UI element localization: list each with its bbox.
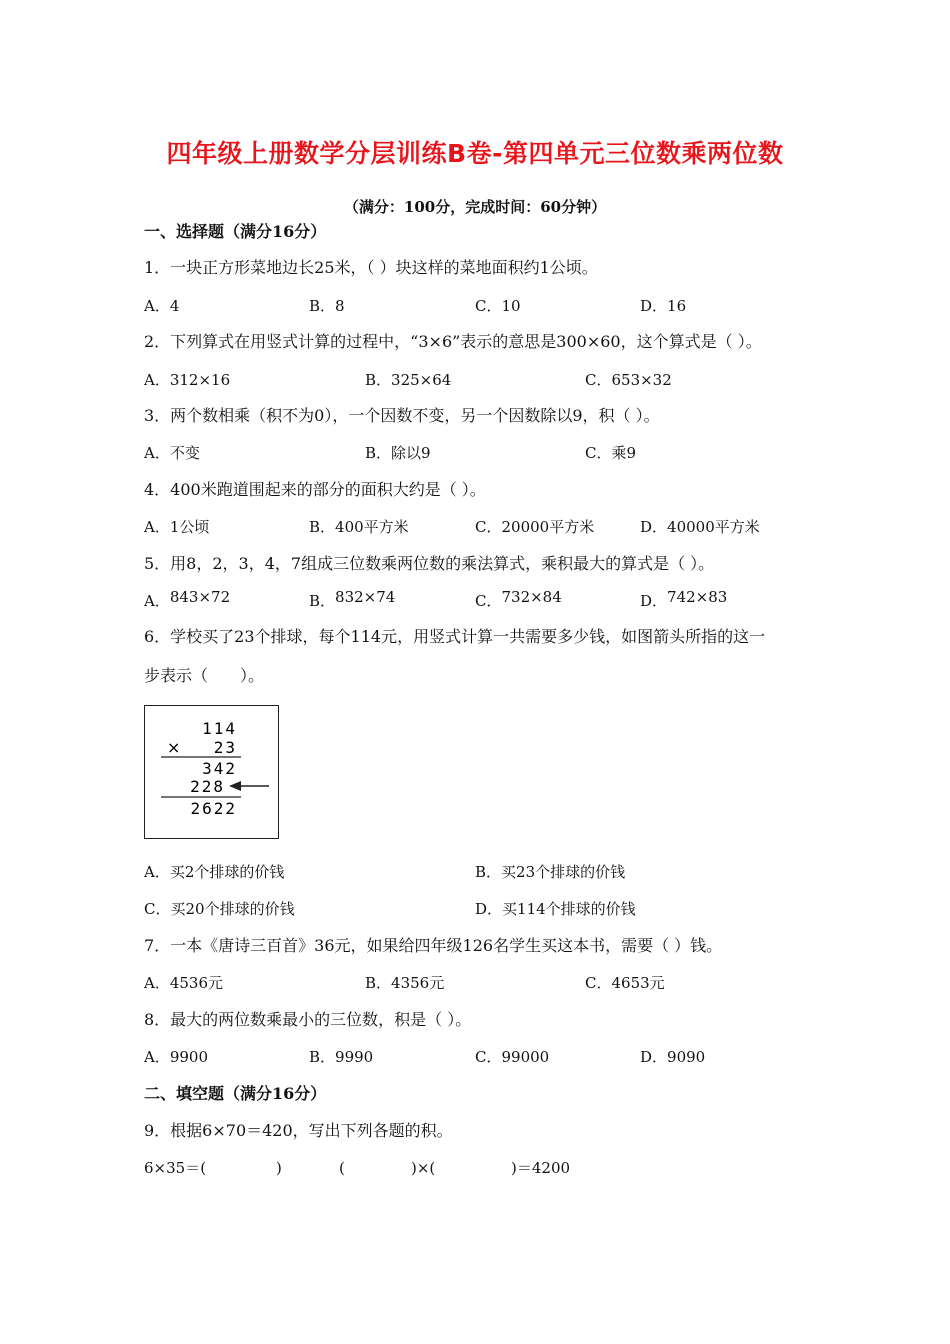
document-subtitle: （满分：100分，完成时间：60分钟） [343, 198, 607, 216]
question-6-line-1: 6．学校买了23个排球，每个114元，用竖式计算一共需要多少钱，如图箭头所指的这一 [144, 627, 766, 646]
final-product: 2622 [190, 799, 237, 818]
q6-option-b: B．买23个排球的价钱 [475, 863, 626, 881]
q5-option-d [640, 588, 728, 611]
partial-product-1: 342 [202, 759, 237, 778]
q9-blank-3-end: )＝4200 [511, 1159, 571, 1177]
multiplicand: 114 [202, 719, 237, 738]
q5-option-b-letter: B． [309, 592, 336, 610]
q5-option-c-expr: 732×84 [501, 588, 562, 606]
q5-option-c [475, 588, 562, 611]
question-7: 7．一本《唐诗三百首》36元，如果给四年级126名学生买这本书，需要（ ）钱。 [144, 936, 723, 955]
q1-option-b: B．8 [309, 297, 345, 315]
q2-option-a: A．312×16 [144, 371, 231, 389]
q5-option-c-letter: C． [475, 592, 502, 610]
q4-option-c: C．20000平方米 [475, 518, 595, 536]
q1-option-d: D．16 [640, 297, 687, 315]
q9-blank-1-open: 6×35＝( [144, 1159, 207, 1177]
q6-option-d: D．买114个排球的价钱 [475, 900, 636, 918]
q5-option-a-expr: 843×72 [169, 588, 231, 606]
q1-option-a: A．4 [144, 297, 180, 315]
q6-option-c: C．买20个排球的价钱 [144, 900, 295, 918]
question-8: 8．最大的两位数乘最小的三位数，积是（ ）。 [144, 1010, 472, 1029]
section-heading-choice: 一、选择题（满分16分） [144, 222, 327, 241]
q4-option-d: D．40000平方米 [640, 518, 760, 536]
q8-option-a: A．9900 [144, 1048, 209, 1066]
vertical-multiplication-figure [144, 705, 279, 839]
q5-option-b-expr: 832×74 [335, 588, 396, 606]
q3-option-c: C．乘9 [585, 444, 637, 462]
q6-option-a: A．买2个排球的价钱 [144, 863, 285, 881]
section-heading-fill-in: 二、填空题（满分16分） [144, 1084, 327, 1103]
q5-option-d-letter: D． [640, 592, 668, 610]
multiply-sign: × [167, 738, 181, 757]
question-1: 1．一块正方形菜地边长25米，（ ）块这样的菜地面积约1公顷。 [144, 258, 598, 277]
question-4: 4．400米跑道围起来的部分的面积大约是（ ）。 [144, 480, 486, 499]
q9-blank-2-mid: )×( [411, 1159, 436, 1177]
q2-option-c: C．653×32 [585, 371, 672, 389]
q9-blank-1-close: ) [276, 1159, 282, 1177]
arrow-left-icon [229, 781, 241, 791]
question-6-line-2: 步表示（ ）。 [144, 666, 265, 685]
q8-option-c: C．99000 [475, 1048, 550, 1066]
q7-option-b: B．4356元 [365, 974, 445, 992]
q3-option-b: B．除以9 [365, 444, 431, 462]
document-title: 四年级上册数学分层训练B卷-第四单元三位数乘两位数 [166, 139, 784, 168]
q4-option-b: B．400平方米 [309, 518, 409, 536]
q1-option-c: C．10 [475, 297, 521, 315]
question-3: 3．两个数相乘（积不为0），一个因数不变，另一个因数除以9，积（ ）。 [144, 406, 660, 425]
q4-option-a: A．1公顷 [144, 518, 210, 536]
q5-option-a [144, 588, 231, 611]
question-2: 2．下列算式在用竖式计算的过程中，“3×6”表示的意思是300×60，这个算式是（ ）。 [144, 332, 762, 351]
question-5: 5．用8，2，3，4，7组成三位数乘两位数的乘法算式，乘积最大的算式是（ ）。 [144, 554, 715, 573]
question-9: 9．根据6×70＝420，写出下列各题的积。 [144, 1121, 453, 1140]
q5-option-a-letter: A． [144, 592, 170, 610]
q7-option-a: A．4536元 [144, 974, 224, 992]
q3-option-a: A．不变 [144, 444, 200, 462]
q5-option-d-expr: 742×83 [667, 588, 728, 606]
multiplier: 23 [213, 738, 237, 757]
q5-option-b [309, 588, 396, 611]
q7-option-c: C．4653元 [585, 974, 665, 992]
q2-option-b: B．325×64 [365, 371, 452, 389]
vertical-multiplication-svg [145, 706, 280, 840]
q8-option-d: D．9090 [640, 1048, 706, 1066]
q9-blank-2-open: ( [339, 1159, 345, 1177]
q8-option-b: B．9990 [309, 1048, 374, 1066]
partial-product-2: 228 [190, 777, 225, 796]
